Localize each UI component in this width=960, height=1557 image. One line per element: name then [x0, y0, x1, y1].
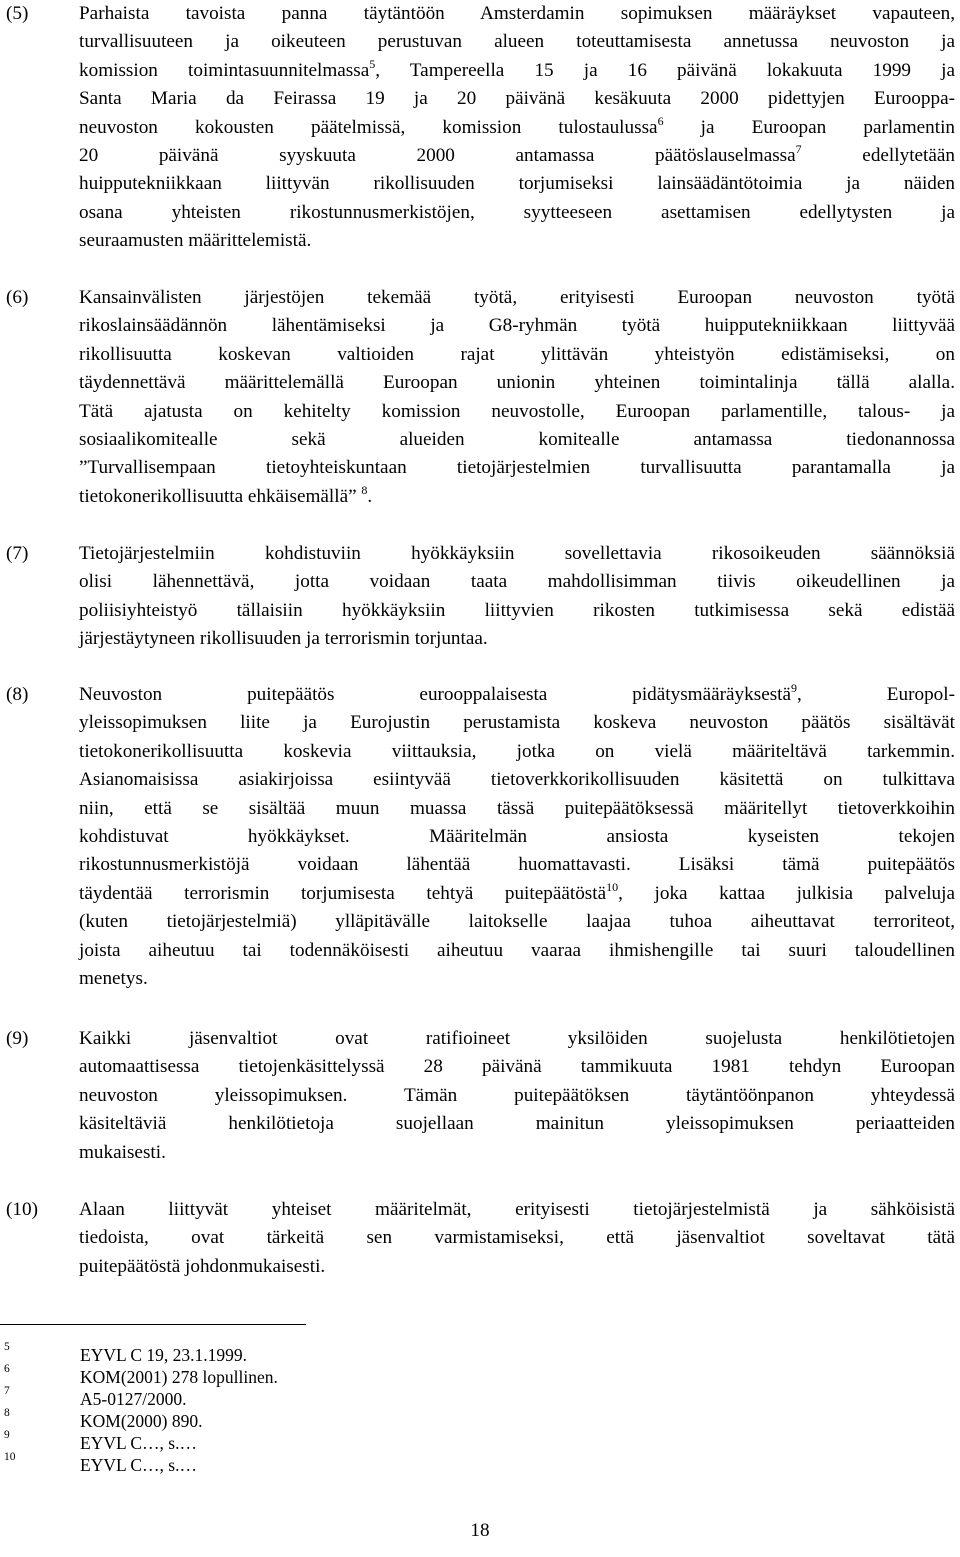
- text-line: osana yhteisten rikostunnusmerkistöjen, syytteeseen asettamisen edellytysten ja: [79, 201, 955, 223]
- footnote-reference[interactable]: 7: [795, 142, 802, 157]
- footnote-text: KOM(2001) 278 lopullinen.: [80, 1367, 278, 1387]
- text-line: Asianomaisissa asiakirjoissa esiintyvää tietoverkkorikollisuuden käsitettä on tulkittava: [79, 769, 955, 791]
- paragraph-number: (9): [6, 1028, 29, 1049]
- text-line: automaattisessa tietojenkäsittelyssä 28 päivänä tammikuuta 1981 tehdyn Euroopan: [79, 1056, 955, 1078]
- footnote-number: 10: [4, 1451, 16, 1463]
- text-line: Neuvoston puitepäätös eurooppalaisesta pidätysmääräyksestä$^9$, Europol-: [79, 681, 955, 705]
- text-line: seuraamusten määrittelemistä.: [79, 230, 312, 252]
- paragraph-number: (8): [6, 684, 29, 705]
- text-line: 20 päivänä syyskuuta 2000 antamassa päätöslauselmassa$^7$ edellytetään: [79, 142, 955, 167]
- footnote-number: 7: [4, 1385, 10, 1397]
- footnote-text: EYVL C…, s.…: [80, 1433, 197, 1453]
- page-number: 18: [470, 1520, 490, 1541]
- footnote-number: 8: [4, 1407, 10, 1419]
- text-line: komission toimintasuunnitelmassa$^5$, Tampereella 15 ja 16 päivänä lokakuuta 1999 ja: [79, 56, 955, 81]
- footnote-item: [0, 1429, 960, 1454]
- text-line: tietokonerikollisuutta koskevia viittauksia, jotka on vielä määriteltävä tarkemmin.: [79, 740, 955, 762]
- text-line: täydentää terrorismin torjumisesta tehtyä puitepäätöstä$^{10}$, joka kattaa julkisia palveluja: [79, 879, 955, 904]
- text-line: rikollisuutta koskevan valtioiden rajat ylittävän yhteistyön edistämiseksi, on: [79, 343, 955, 365]
- footnote-item: [0, 1363, 960, 1388]
- text-line: yleissopimuksen liite ja Eurojustin perustamista koskeva neuvoston päätös sisältävät: [79, 712, 955, 734]
- text-line: menetys.: [79, 968, 148, 990]
- text-line: kohdistuvat hyökkäykset. Määritelmän ansiosta kyseisten tekojen: [79, 826, 955, 848]
- footnote-reference[interactable]: 8: [361, 482, 368, 497]
- text-line: Parhaista tavoista panna täytäntöön Amsterdamin sopimuksen määräykset vapauteen,: [79, 3, 955, 24]
- text-line: olisi lähennettävä, jotta voidaan taata mahdollisimman tiivis oikeudellinen ja: [79, 571, 955, 593]
- text-line: puitepäätöstä johdonmukaisesti.: [79, 1255, 326, 1277]
- text-line: Alaan liittyvät yhteiset määritelmät, erityisesti tietojärjestelmistä ja sähköisistä: [79, 1199, 955, 1220]
- text-line: rikostunnusmerkistöjä voidaan lähentää huomattavasti. Lisäksi tämä puitepäätös: [79, 854, 955, 876]
- paragraph-text: [79, 681, 955, 993]
- text-line: käsiteltäviä henkilötietoja suojellaan mainitun yleissopimuksen periaatteiden: [79, 1113, 955, 1135]
- text-line: Tietojärjestelmiin kohdistuviin hyökkäyksiin sovellettavia rikosoikeuden säännöksiä: [79, 543, 955, 564]
- text-line: Kaikki jäsenvaltiot ovat ratifioineet yksilöiden suojelusta henkilötietojen: [79, 1028, 955, 1049]
- footnote-reference[interactable]: 9: [791, 681, 798, 695]
- paragraph-text: [79, 1025, 955, 1167]
- text-line: järjestäytyneen rikollisuuden ja terrorismin torjuntaa.: [79, 628, 488, 650]
- text-line: mukaisesti.: [79, 1141, 166, 1163]
- text-line: täydennettävä määrittelemällä Euroopan unionin yhteinen toimintalinja tällä alalla.: [79, 372, 955, 394]
- footnote-item: [0, 1407, 960, 1432]
- footnote-item: [0, 1385, 960, 1410]
- footnote-separator: [0, 1324, 306, 1325]
- text-line: huipputekniikkaan liittyvän rikollisuuden torjumiseksi lainsäädäntötoimia ja näiden: [79, 173, 955, 195]
- paragraph-text: [79, 1196, 955, 1281]
- paragraph-number: (5): [6, 3, 29, 24]
- footnote-reference[interactable]: 10: [606, 879, 619, 894]
- footnote-number: 6: [4, 1363, 10, 1375]
- footnote-reference[interactable]: 5: [369, 56, 376, 71]
- footnotes: [0, 1341, 960, 1476]
- footnote-text: A5-0127/2000.: [80, 1389, 187, 1409]
- text-line: (kuten tietojärjestelmiä) ylläpitävälle laitokselle laajaa tuhoa aiheuttavat terroriteot,: [79, 911, 955, 933]
- footnote-item: [0, 1451, 960, 1476]
- paragraph-number: (10): [6, 1199, 38, 1220]
- footnote-number: 9: [4, 1429, 10, 1441]
- footnote-text: KOM(2000) 890.: [80, 1411, 203, 1431]
- text-line: tietokonerikollisuutta ehkäisemällä” $^8$.: [79, 482, 373, 507]
- footnote-text: EYVL C…, s.…: [80, 1455, 197, 1475]
- paragraph-number: (7): [6, 543, 29, 564]
- text-line: Kansainvälisten järjestöjen tekemää työtä, erityisesti Euroopan neuvoston työtä: [79, 287, 955, 308]
- paragraph-text: [79, 0, 955, 256]
- text-line: tiedoista, ovat tärkeitä sen varmistamiseksi, että jäsenvaltiot soveltavat tätä: [79, 1227, 955, 1249]
- text-line: ”Turvallisempaan tietoyhteiskuntaan tietojärjestelmien turvallisuutta parantamalla ja: [79, 457, 955, 479]
- text-line: Santa Maria da Feirassa 19 ja 20 päivänä kesäkuuta 2000 pidettyjen Eurooppa-: [79, 88, 955, 110]
- text-line: niin, että se sisältää muun muassa tässä puitepäätöksessä määritellyt tietoverkkoihin: [79, 797, 955, 819]
- text-line: rikoslainsäädännön lähentämiseksi ja G8-ryhmän työtä huipputekniikkaan liittyvää: [79, 315, 955, 337]
- text-line: neuvoston kokousten päätelmissä, komission tulostaulussa$^6$ ja Euroopan parlamentin: [79, 113, 955, 138]
- footnote-number: 5: [4, 1341, 10, 1353]
- footnote-reference[interactable]: 6: [657, 113, 664, 128]
- text-line: joista aiheutuu tai todennäköisesti aiheutuu vaaraa ihmishengille tai suuri taloudellinen: [79, 939, 955, 961]
- text-line: poliisiyhteistyö tällaisiin hyökkäyksiin liittyvien rikosten tutkimisessa sekä edistää: [79, 599, 955, 621]
- paragraph-number: (6): [6, 287, 29, 308]
- paragraph-text: [79, 540, 955, 654]
- text-line: turvallisuuteen ja oikeuteen perustuvan alueen toteuttamisesta annetussa neuvoston ja: [79, 31, 955, 53]
- footnote-item: [0, 1341, 960, 1366]
- footnote-text: EYVL C 19, 23.1.1999.: [80, 1345, 248, 1365]
- text-line: sosiaalikomitealle sekä alueiden komitealle antamassa tiedonannossa: [79, 429, 955, 451]
- text-line: Tätä ajatusta on kehitelty komission neuvostolle, Euroopan parlamentille, talous- ja: [79, 400, 955, 422]
- paragraph-text: [79, 284, 955, 511]
- text-line: neuvoston yleissopimuksen. Tämän puitepäätöksen täytäntöönpanon yhteydessä: [79, 1084, 955, 1106]
